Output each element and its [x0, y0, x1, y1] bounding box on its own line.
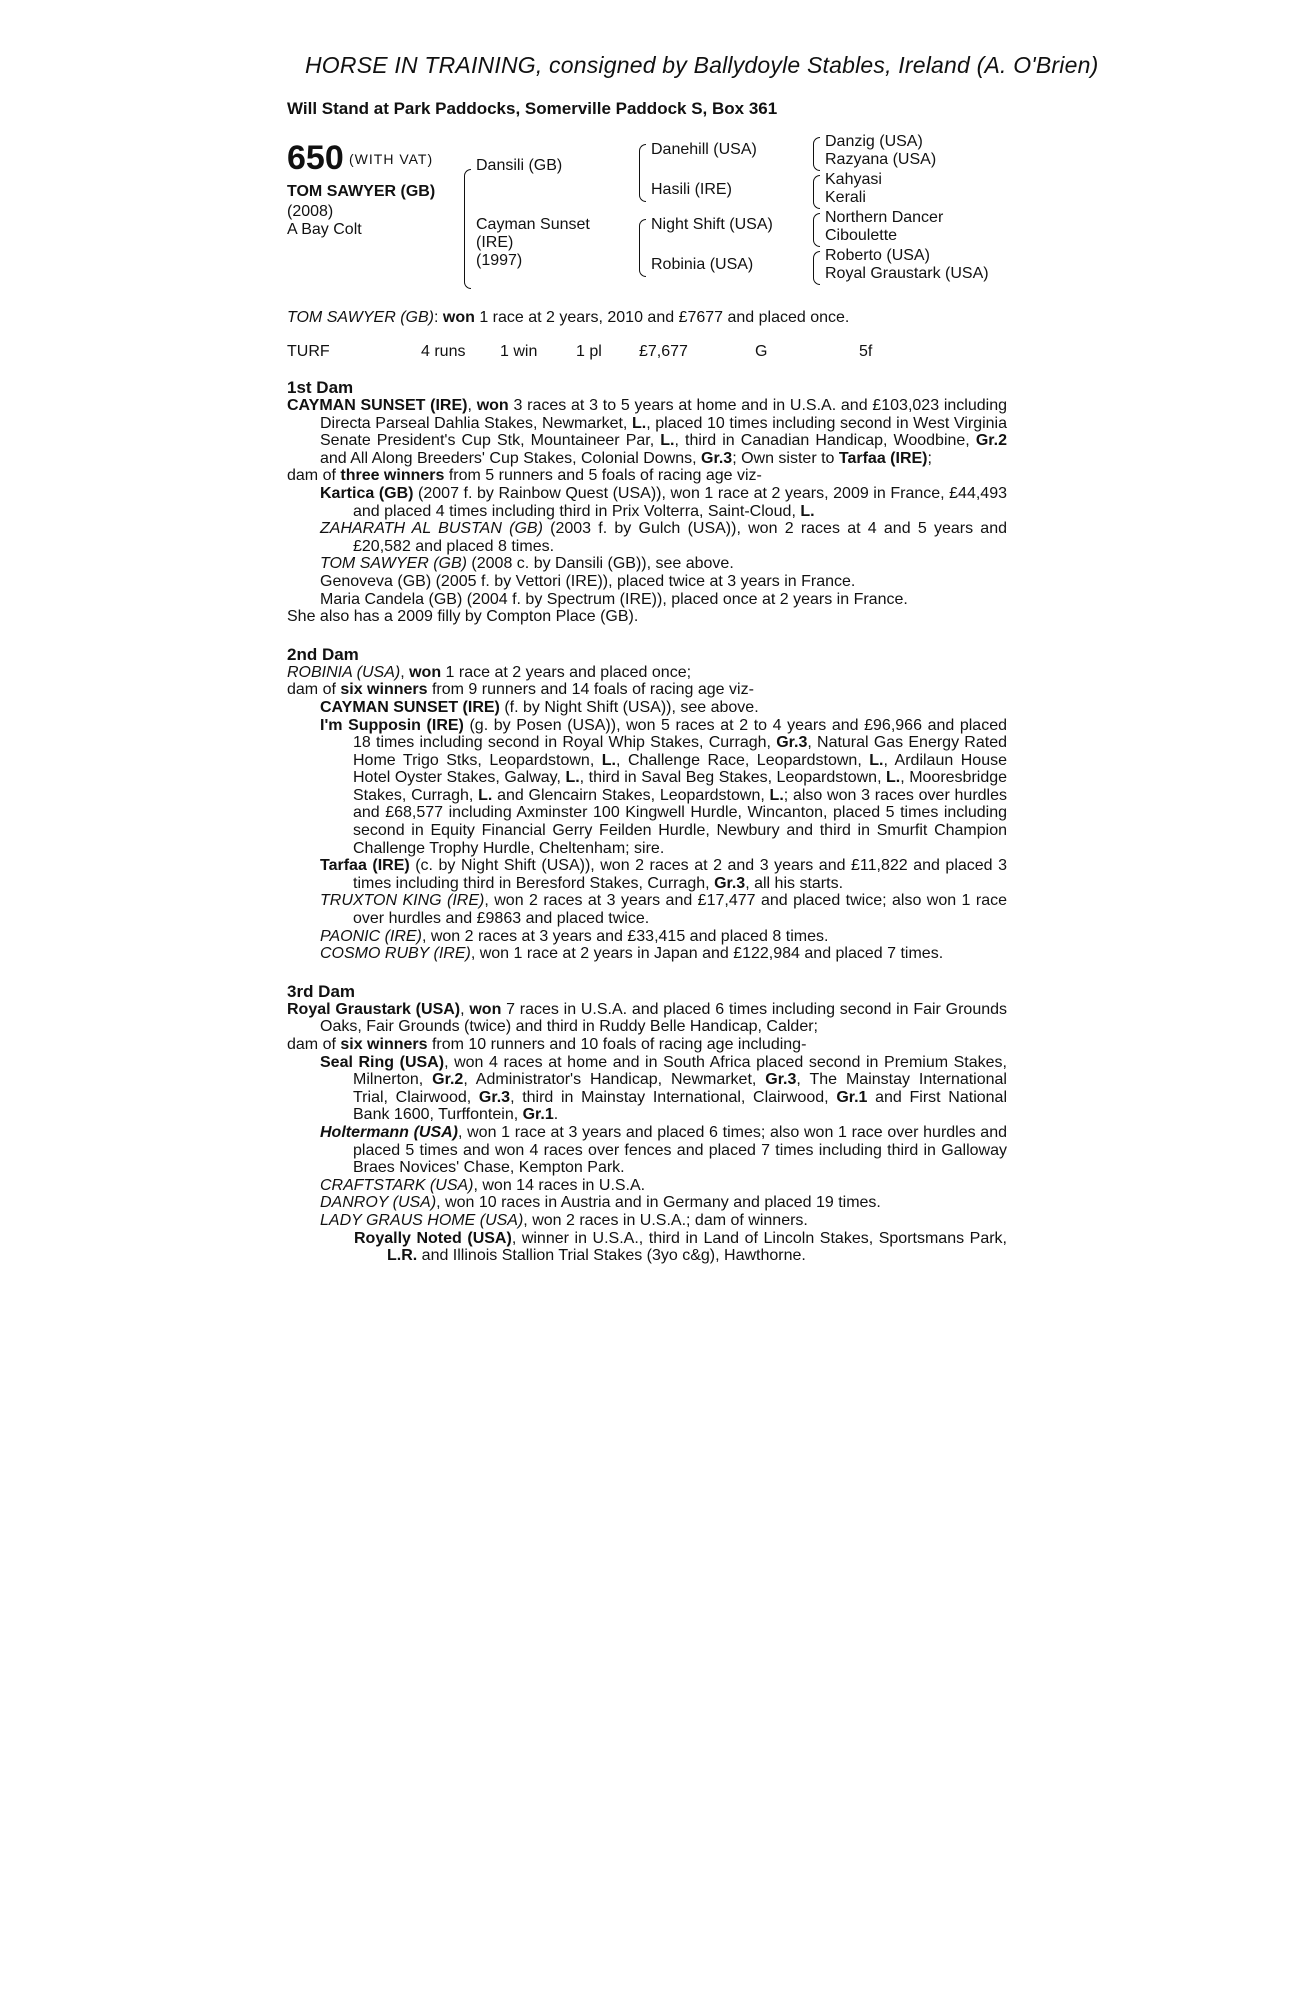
third-dam-heading: 3rd Dam — [287, 981, 356, 1001]
race-summary: TOM SAWYER (GB): won 1 race at 2 years, 2010 and £7677 and placed once. — [287, 309, 850, 326]
ped-ds: Night Shift (USA) — [651, 216, 773, 233]
turf-placed: 1 pl — [576, 343, 602, 360]
ped-ssd: Razyana (USA) — [825, 151, 937, 168]
turf-record — [287, 343, 1007, 363]
pedigree-block — [287, 133, 1007, 299]
ped-dss: Northern Dancer — [825, 209, 944, 226]
ped-dam-1: Cayman Sunset — [476, 216, 590, 233]
ped-sds: Kahyasi — [825, 171, 882, 188]
brace-1 — [464, 169, 471, 289]
ped-dam-2: (IRE) — [476, 234, 514, 251]
stand-location: Will Stand at Park Paddocks, Somerville Paddock S, Box 361 — [287, 99, 778, 118]
horse-year: (2008) — [287, 203, 334, 220]
turf-prize: £7,677 — [639, 343, 688, 360]
turf-wins: 1 win — [500, 343, 538, 360]
ped-ss: Danehill (USA) — [651, 141, 757, 158]
catalogue-page — [287, 52, 1099, 1265]
turf-label: TURF — [287, 343, 330, 360]
page-header: HORSE IN TRAINING, consigned by Ballydoyle Stables, Ireland (A. O'Brien) — [305, 52, 1099, 78]
ped-dam-3: (1997) — [476, 252, 523, 269]
brace-3d — [813, 251, 820, 285]
lot-number: 650 — [287, 139, 344, 177]
ped-sdd: Kerali — [825, 189, 866, 206]
turf-going: G — [755, 343, 768, 360]
horse-description: A Bay Colt — [287, 221, 362, 238]
second-dam-section: 2nd Dam ROBINIA (USA), won 1 race at 2 years and placed once; dam of six winners from 9 runners and 14 foals of racing age viz- CAYMAN SUNSET (IRE) (f. by Night Shift (USA)), see above. I'm Supposin (IRE) (g. by Posen (USA)), won 5 races at 2 to 4 years and £96,966 and placed 18 times including second in Royal Whip Stakes, Curragh, Gr.3, Natural Gas Energy Rated Home Trigo Stks, Leopardstown, L., Challenge Race, Leopardstown, L., Ardilaun House Hotel Oyster Stakes, Galway, L., third in Saval Beg Stakes, Leopardstown, L., Mooresbridge Stakes, Curragh, L. and Glencairn Stakes, Leopardstown, L.; also won 3 races over hurdles and £68,577 including Axminster 100 Kingwell Hurdle, Wincanton, placed 5 times including second in Equity Financial Gerry Feilden Hurdle, Newbury and third in Smurfit Champion Challenge Trophy Hurdle, Cheltenham; sire. Tarfaa (IRE) (c. by Night Shift (USA)), won 2 races at 2 and 3 years and £11,822 and placed 3 times including third in Beresford Stakes, Curragh, Gr.3, all his starts. TRUXTON KING (IRE), won 2 races at 3 years and £17,477 and placed twice; also won 1 race over hurdles and £9863 and placed twice. PAONIC (IRE), won 2 races at 3 years and £33,415 and placed 8 times. COSMO RUBY (IRE), won 1 race at 2 years in Japan and £122,984 and placed 7 times. — [287, 644, 1008, 963]
brace-3b — [813, 175, 820, 209]
ped-dds: Roberto (USA) — [825, 247, 930, 264]
first-dam-section: 1st Dam CAYMAN SUNSET (IRE), won 3 races at 3 to 5 years at home and in U.S.A. and £103,023 including Directa Parseal Dahlia Stakes, Newmarket, L., placed 10 times including second in West Virginia Senate President's Cup Stk, Mountaineer Par, L., third in Canadian Handicap, Woodbine, Gr.2 and All Along Breeders' Cup Stakes, Colonial Downs, Gr.3; Own sister to Tarfaa (IRE); dam of three winners from 5 runners and 5 foals of racing age viz- Kartica (GB) (2007 f. by Rainbow Quest (USA)), won 1 race at 2 years, 2009 in France, £44,493 and placed 4 times including third in Prix Volterra, Saint-Cloud, L. ZAHARATH AL BUSTAN (GB) (2003 f. by Gulch (USA)), won 2 races at 4 and 5 years and £20,582 and placed 8 times. TOM SAWYER (GB) (2008 c. by Dansili (GB)), see above. Genoveva (GB) (2005 f. by Vettori (IRE)), placed twice at 3 years in France. Maria Candela (GB) (2004 f. by Spectrum (IRE)), placed once at 2 years in France. She also has a 2009 filly by Compton Place (GB). — [287, 378, 1008, 626]
brace-3c — [813, 213, 820, 247]
ped-dd: Robinia (USA) — [651, 256, 754, 273]
brace-2b — [639, 219, 646, 277]
brace-3a — [813, 137, 820, 171]
third-dam-section: 3rd Dam Royal Graustark (USA), won 7 races in U.S.A. and placed 6 times including second in Fair Grounds Oaks, Fair Grounds (twice) and third in Ruddy Belle Handicap, Calder; dam of six winners from 10 runners and 10 foals of racing age including- Seal Ring (USA), won 4 races at home and in South Africa placed second in Premium Stakes, Milnerton, Gr.2, Administrator's Handicap, Newmarket, Gr.3, The Mainstay International Trial, Clairwood, Gr.3, third in Mainstay International, Clairwood, Gr.1 and First National Bank 1600, Turffontein, Gr.1. Holtermann (USA), won 1 race at 3 years and placed 6 times; also won 1 race over hurdles and placed 5 times and won 4 races over fences and placed 7 times including third in Galloway Braes Novices' Chase, Kempton Park. CRAFTSTARK (USA), won 14 races in U.S.A. DANROY (USA), won 10 races in Austria and in Germany and placed 19 times. LADY GRAUS HOME (USA), won 2 races in U.S.A.; dam of winners. Royally Noted (USA), winner in U.S.A., third in Land of Lincoln Stakes, Sportsmans Park, L.R. and Illinois Stallion Trial Stakes (3yo c&g), Hawthorne. — [287, 981, 1008, 1265]
ped-sd: Hasili (IRE) — [651, 181, 732, 198]
turf-runs: 4 runs — [421, 343, 466, 360]
ped-ddd: Royal Graustark (USA) — [825, 265, 989, 282]
second-dam-heading: 2nd Dam — [287, 644, 359, 664]
vat-note: (WITH VAT) — [349, 151, 434, 167]
brace-2a — [639, 144, 646, 202]
first-dam-heading: 1st Dam — [287, 378, 354, 397]
turf-distance: 5f — [859, 343, 873, 360]
horse-name: TOM SAWYER (GB) — [287, 183, 436, 200]
ped-sire: Dansili (GB) — [476, 157, 563, 174]
ped-sss: Danzig (USA) — [825, 133, 923, 150]
ped-dsd: Ciboulette — [825, 227, 898, 244]
